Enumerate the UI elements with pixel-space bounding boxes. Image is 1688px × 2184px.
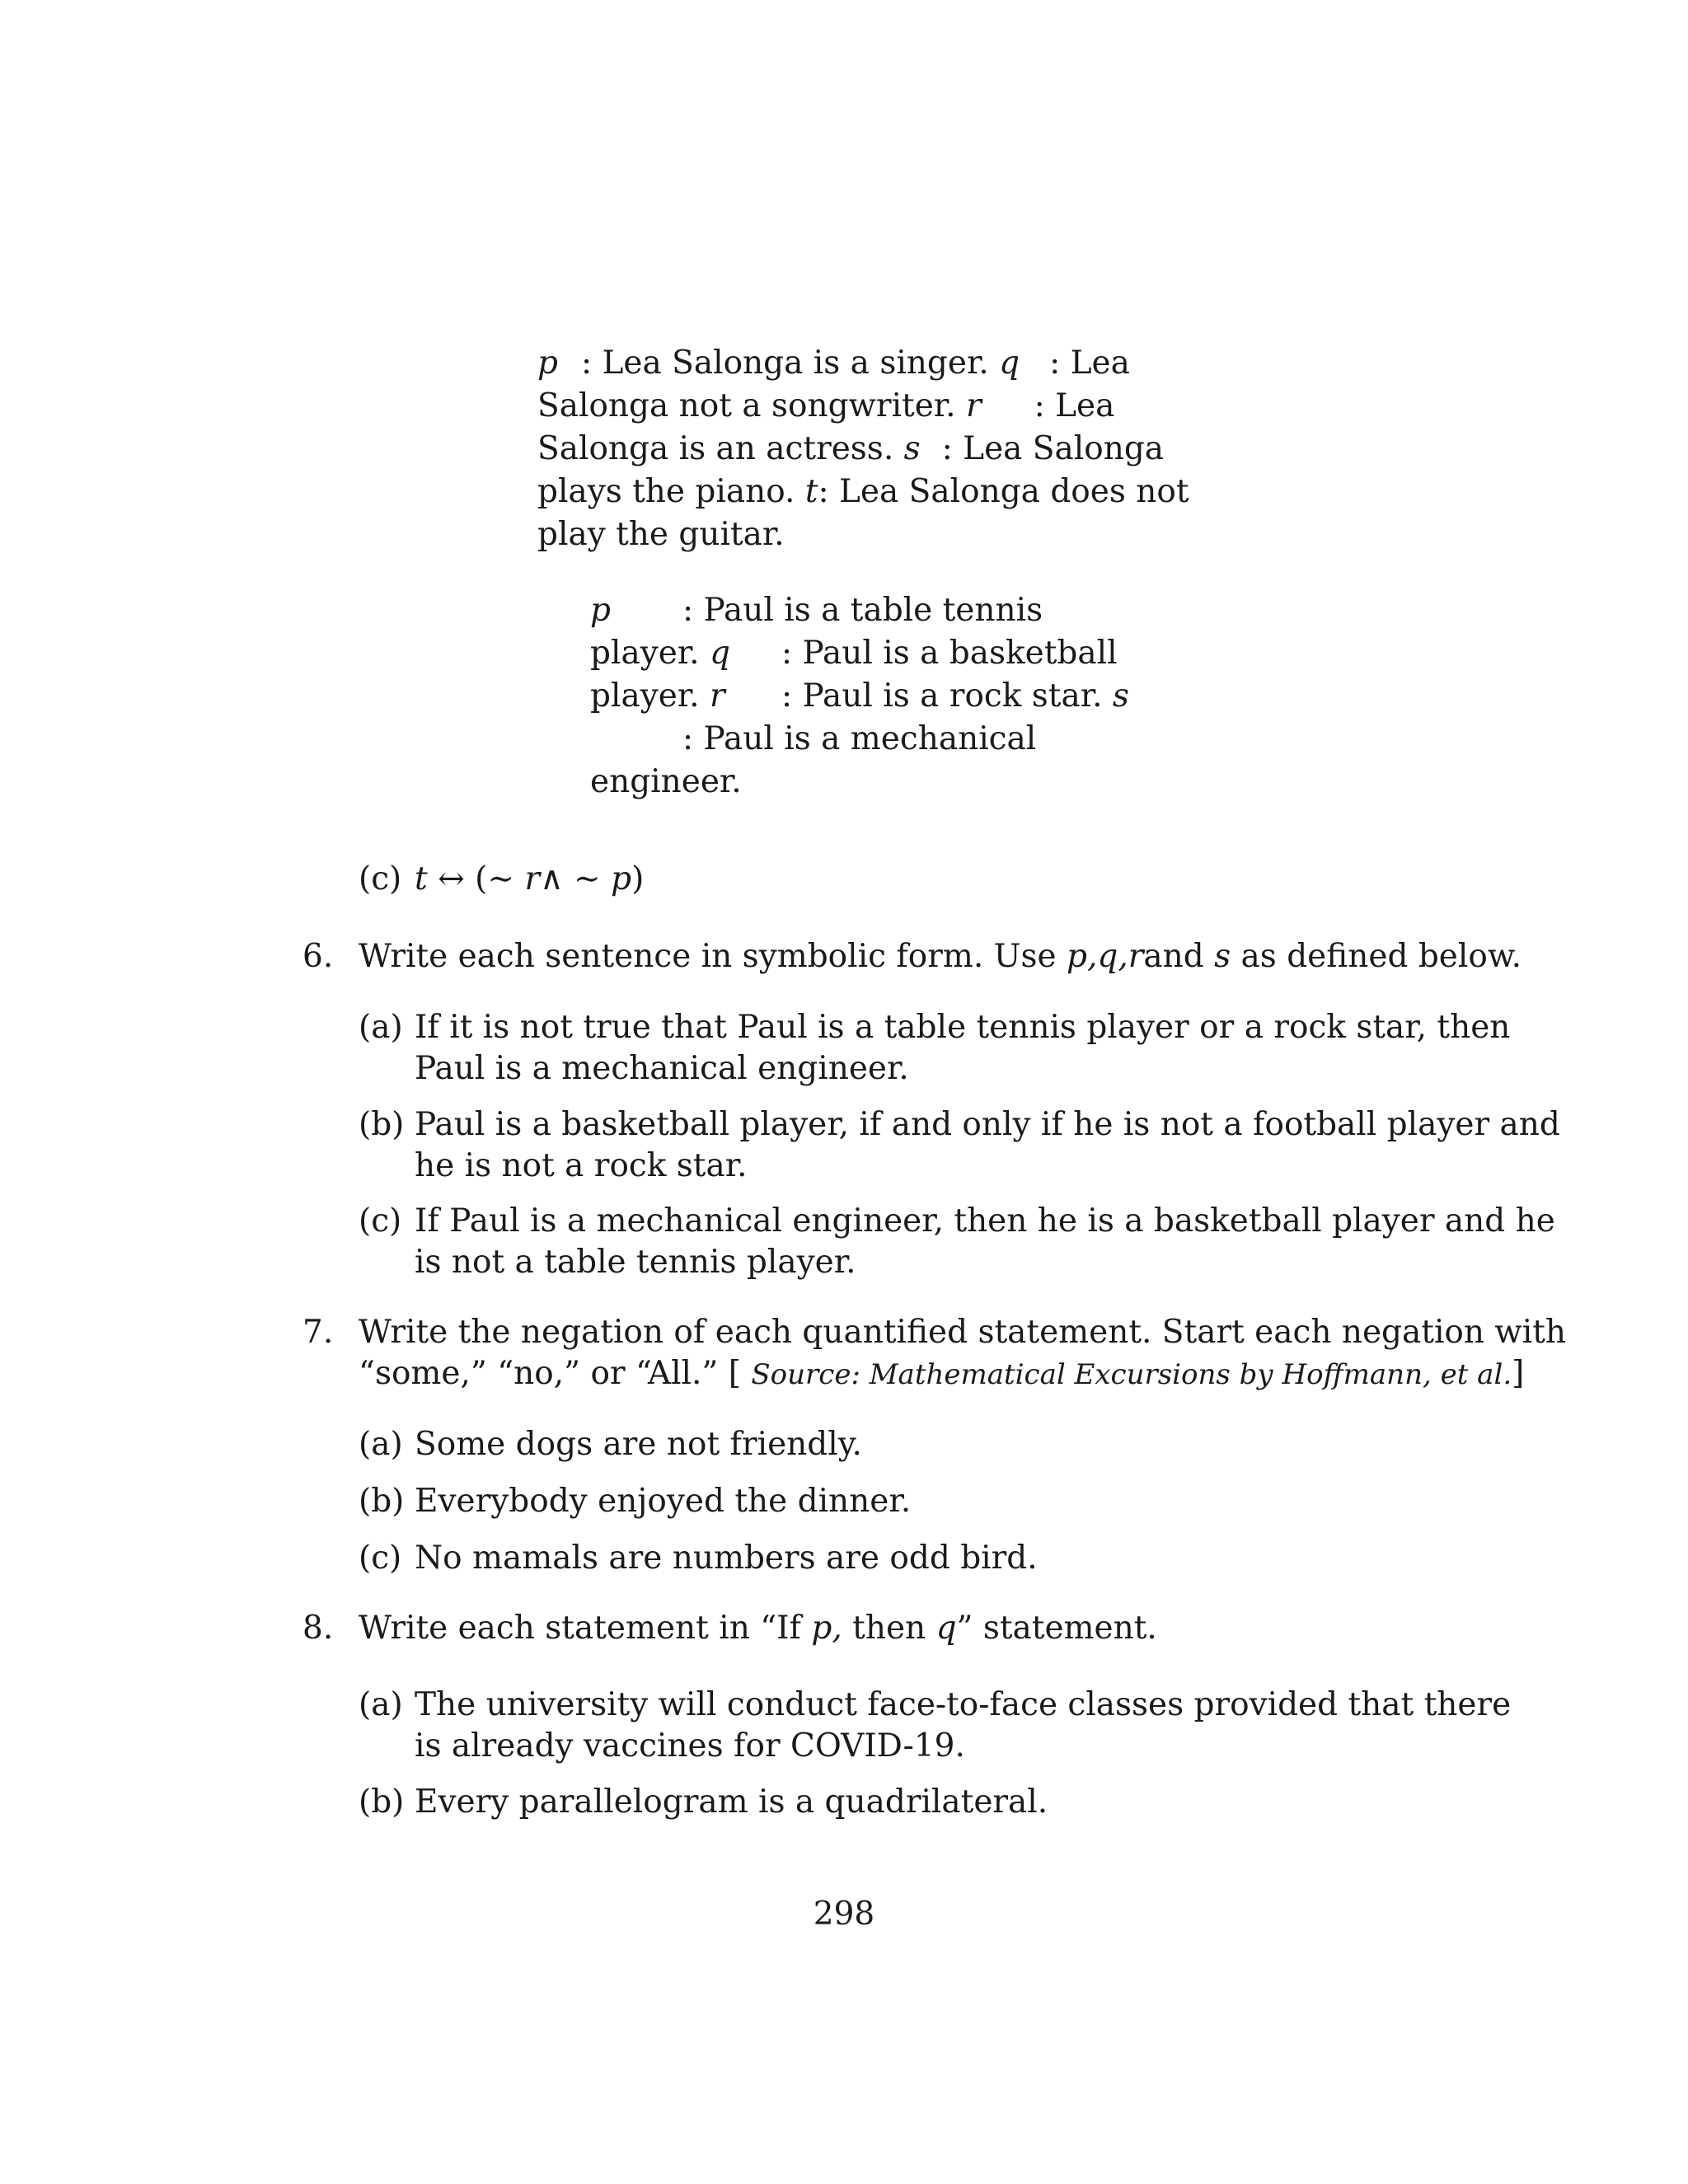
question-number: 8.	[302, 1610, 334, 1647]
subitem-label-b: (b)	[359, 1483, 405, 1520]
paul-def-line-3-text: : Paul is a rock star. s	[781, 677, 1129, 715]
lea-def-line-4: plays the piano. t: Lea Salonga does not	[537, 473, 1189, 510]
subitem-a-text: Some dogs are not friendly.	[415, 1426, 862, 1463]
paul-def-line-2: player. q	[590, 635, 730, 672]
subitem-label-a: (a)	[359, 1009, 403, 1046]
question-stem: Write each sentence in symbolic form. Use p,q,rand s as defined below.	[359, 938, 1522, 975]
paul-def-line-1: p	[590, 592, 611, 629]
lea-def-line-5: play the guitar.	[537, 516, 785, 553]
subitem-label-b: (b)	[359, 1783, 405, 1821]
formula: t ↔ (∼ r∧ ∼ p)	[415, 860, 645, 898]
page-number: 298	[813, 1896, 875, 1933]
question-number: 6.	[302, 938, 334, 975]
subitem-a-line-2: is already vaccines for COVID-19.	[415, 1727, 965, 1765]
subitem-b-line-2: he is not a rock star.	[415, 1147, 748, 1184]
question-stem-line-1: Write the negation of each quantified statement. Start each negation with	[359, 1314, 1567, 1351]
source-citation: Source: Mathematical Excursions by Hoffmann, et al.	[751, 1358, 1512, 1391]
lea-def-line-2: Salonga not a songwriter. r : Lea	[537, 387, 1115, 424]
subitem-a-line-1: The university will conduct face-to-face classes provided that there	[415, 1686, 1512, 1723]
item-label: (c)	[359, 860, 402, 898]
subitem-label-c: (c)	[359, 1540, 402, 1577]
subitem-b-line-1: Paul is a basketball player, if and only if he is not a football player and	[415, 1106, 1560, 1143]
paul-def-line-3: player. r	[590, 677, 725, 715]
subitem-c-line-1: If Paul is a mechanical engineer, then he is a basketball player and he	[415, 1202, 1555, 1240]
paul-def-line-4: : Paul is a mechanical	[682, 720, 1037, 757]
paul-def-line-2-text: : Paul is a basketball	[781, 635, 1118, 672]
subitem-a-line-1: If it is not true that Paul is a table tennis player or a rock star, then	[415, 1009, 1511, 1046]
paul-def-line-5: engineer.	[590, 763, 742, 800]
subitem-b-text: Everybody enjoyed the dinner.	[415, 1483, 912, 1520]
question-stem: Write each statement in “If p, then q” statement.	[359, 1610, 1157, 1647]
subitem-a-line-2: Paul is a mechanical engineer.	[415, 1050, 909, 1087]
lea-def-line-3: Salonga is an actress. s : Lea Salonga	[537, 430, 1165, 467]
question-stem-line-2: “some,” “no,” or “All.” [ Source: Mathematical Excursions by Hoffmann, et al.]	[359, 1355, 1525, 1392]
subitem-b-text: Every parallelogram is a quadrilateral.	[415, 1783, 1048, 1821]
subitem-c-text: No mamals are numbers are odd bird.	[415, 1540, 1038, 1577]
subitem-label-a: (a)	[359, 1426, 403, 1463]
question-number: 7.	[302, 1314, 334, 1351]
subitem-label-c: (c)	[359, 1202, 402, 1240]
paul-def-line-1-text: : Paul is a table tennis	[682, 592, 1043, 629]
subitem-label-b: (b)	[359, 1106, 405, 1143]
subitem-label-a: (a)	[359, 1686, 403, 1723]
lea-def-line-1: p : Lea Salonga is a singer. q : Lea	[537, 344, 1130, 382]
subitem-c-line-2: is not a table tennis player.	[415, 1244, 856, 1281]
